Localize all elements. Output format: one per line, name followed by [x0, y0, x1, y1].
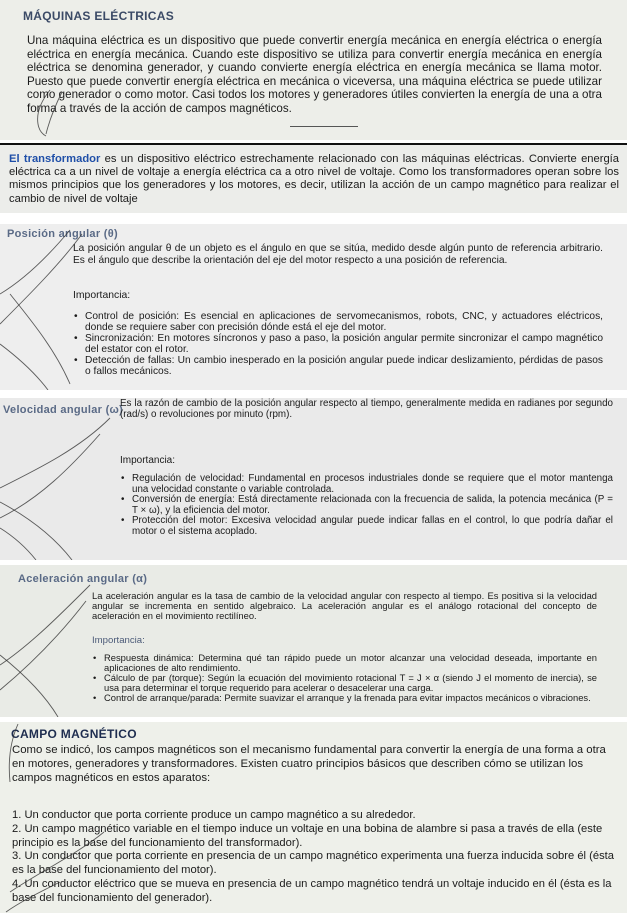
list-item: • Protección del motor: Excesiva velocidad angular puede indicar fallas en el control, lo que podría dañar el motor o el sistema acoplado.	[120, 516, 613, 537]
list-item: 4. Un conductor eléctrico que se mueva en presencia de un campo magnético tendrá un voltaje inducido en él (ésta es la base del funcionamiento del generador).	[12, 877, 612, 904]
section-campo-magnetico	[0, 722, 627, 913]
section-body-text: es un dispositivo eléctrico estrechamente relacionado con las máquinas eléctricas. Convierte energía eléctrica ca a un nivel de voltaje a energía eléctrica ca a otro nivel de voltaje. Como los transformadores operan sobre los mismos principios que los generadores y los motores, es decir, utilizan la acción de un campo magnético para realizar el cambio de nivel de voltaje	[9, 153, 620, 205]
importance-list	[92, 653, 597, 703]
section-velocidad-angular	[0, 398, 627, 560]
section-posicion-angular	[0, 224, 627, 390]
list-item: 3. Un conductor que porta corriente en presencia de un campo magnético experimenta una fuerza inducida sobre él (ésta es la base del funcionamiento del motor).	[12, 850, 614, 877]
list-item: • Control de posición: Es esencial en aplicaciones de servomecanismos, robots, CNC, y actuadores eléctricos, donde se requiere saber con precisión dónde está el eje del motor.	[73, 311, 603, 333]
section-aceleracion-angular	[0, 565, 627, 717]
section-body	[9, 153, 619, 206]
section-heading: Aceleración angular (α)	[18, 573, 148, 585]
decorative-curves-icon	[0, 565, 100, 717]
decorative-curves-icon	[0, 398, 130, 560]
list-item: • Control de arranque/parada: Permite suavizar el arranque y la frenada para evitar impactos mecánicos o vibraciones.	[92, 693, 597, 703]
importance-label: Importancia:	[73, 290, 131, 301]
list-item: • Respuesta dinámica: Determina qué tan rápido puede un motor alcanzar una velocidad deseada, importante en aplicaciones de alto rendimiento.	[92, 653, 597, 673]
list-item: 1. Un conductor que porta corriente produce un campo magnético a su alrededor.	[12, 809, 416, 821]
section-transformador	[0, 143, 627, 213]
importance-label: Importancia:	[92, 635, 145, 646]
importance-list	[73, 311, 603, 377]
section-heading: Posición angular (θ)	[7, 228, 118, 240]
principles-list	[12, 809, 617, 906]
section-body: Como se indicó, los campos magnéticos son el mecanismo fundamental para convertir la energía de una forma a otra en motores, generadores y transformadores. Existen cuatro principios básicos que describen cómo se utilizan los campos magnéticos en estos aparatos:	[12, 744, 606, 784]
section-body: Una máquina eléctrica es un dispositivo que puede convertir energía mecánica en energía eléctrica o energía eléctrica en energía mecánica. Cuando este dispositivo se utiliza para convertir energía mecánica en energía eléctrica se denomina generador, y cuando convierte energía eléctrica en energía mecánica se llama motor. Puesto que puede convertir energía eléctrica en mecánica o viceversa, una máquina eléctrica se puede utilizar como generador o como motor. Casi todos los motores y generadores útiles convierten la energía de una a otra forma a través de la acción de campos magnéticos.	[27, 34, 602, 115]
list-item: • Cálculo de par (torque): Según la ecuación del movimiento rotacional T = J × α (siendo J el momento de inercia), se usa para determinar el torque requerido para acelerar o desacelerar una carga.	[92, 673, 597, 693]
list-item: • Detección de fallas: Un cambio inesperado en la posición angular puede indicar deslizamiento, pérdidas de pasos o fallos mecánicos.	[73, 355, 603, 377]
section-body: La posición angular θ de un objeto es el ángulo en que se sitúa, medido desde algún punto de referencia arbitrario. Es el ángulo que describe la orientación del eje del motor respecto a una posición de referencia.	[73, 243, 603, 266]
highlighted-term: El transformador	[9, 153, 101, 165]
section-body: Es la razón de cambio de la posición angular respecto al tiempo, generalmente medida en radianes por segundo (rad/s) o revoluciones por minuto (rpm).	[120, 398, 613, 421]
list-item: • Sincronización: En motores síncronos y paso a paso, la posición angular permite sincronizar el campo magnético del estator con el rotor.	[73, 333, 603, 355]
list-item: • Regulación de velocidad: Fundamental en procesos industriales donde se requiere que el motor mantenga una velocidad constante o variable controlada.	[120, 474, 613, 495]
section-heading: CAMPO MAGNÉTICO	[11, 727, 137, 741]
section-heading: Velocidad angular (ω)	[3, 404, 124, 416]
importance-list	[120, 474, 613, 538]
section-body: La aceleración angular es la tasa de cambio de la velocidad angular con respecto al tiempo. Es positiva si la velocidad angular se incrementa en sentido algebraico. La aceleración angular es el análogo rotacional del concepto de aceleración en el movimiento rectilíneo.	[92, 590, 597, 622]
importance-label: Importancia:	[120, 455, 176, 466]
list-item: • Conversión de energía: Está directamente relacionada con la frecuencia de salida, la potencia mecánica (P = T × ω), y la eficiencia del motor.	[120, 495, 613, 516]
underline-divider	[290, 126, 358, 127]
section-maquinas-electricas	[0, 0, 627, 140]
section-heading: MÁQUINAS ELÉCTRICAS	[23, 9, 175, 23]
list-item: 2. Un campo magnético variable en el tiempo induce un voltaje en una bobina de alambre si pasa a través de ella (este principio es la base del funcionamiento del transformador).	[12, 822, 603, 849]
